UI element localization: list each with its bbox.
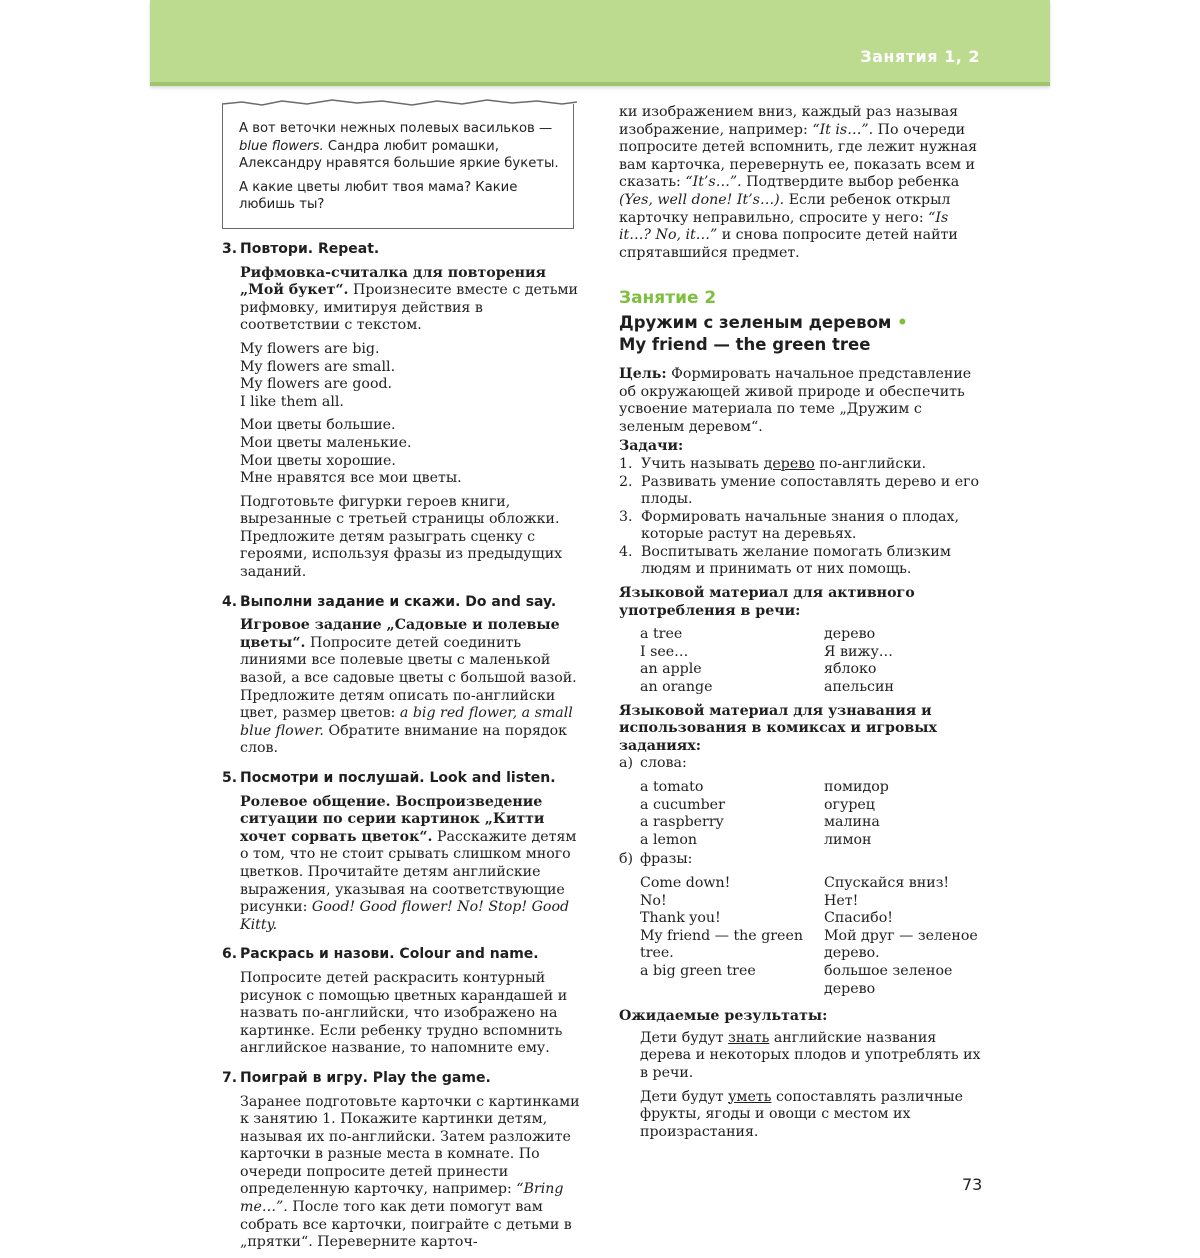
right-column	[619, 104, 981, 1147]
box-text-italic: blue flowers.	[239, 138, 324, 154]
vocab-en: a lemon	[640, 831, 698, 848]
verse-line: My flowers are good.	[240, 376, 393, 393]
continued-paragraph	[619, 104, 981, 262]
section-number: 3.	[222, 240, 238, 257]
section-3-lead	[240, 265, 580, 335]
verse-line: My flowers are small.	[240, 358, 396, 375]
phrase-ru: Спасибо!	[824, 910, 893, 927]
verse-line: Мои цветы маленькие.	[240, 434, 412, 451]
page-number: 73	[962, 1175, 983, 1194]
section-title-text: Повтори. Repeat.	[240, 240, 380, 257]
section-6-title	[222, 946, 580, 964]
verse-line: I like them all.	[240, 393, 344, 410]
body-text-italic: “It is…”.	[812, 121, 874, 138]
lesson-label: Занятие 2	[619, 288, 717, 309]
task-number: 1.	[619, 455, 633, 472]
section-6-paragraph: Попросите детей раскрасить контурный рисунок с помощью цветных карандашей и назвать по-английски, что изображено на картинке. Если ребенку трудно вспомнить английское название, то напомните ему.	[240, 969, 568, 1057]
section-number: 4.	[222, 593, 238, 610]
words-table	[640, 779, 981, 849]
task-number: 3.	[619, 508, 633, 525]
goal-label: Цель:	[619, 365, 667, 382]
phrases-table	[640, 875, 981, 998]
section-title-text: Поиграй в игру. Play the game.	[240, 1069, 491, 1086]
story-box	[222, 104, 574, 229]
body-text: Дети будут	[640, 1088, 729, 1105]
section-4-title	[222, 593, 580, 612]
phrase-en: No!	[640, 892, 667, 909]
task-text: по-английски.	[814, 455, 927, 472]
vocab-ru: огурец	[824, 796, 875, 813]
body-text-italic: “Bring me…”.	[240, 1181, 564, 1216]
box-text: А вот веточки нежных полевых васильков —	[239, 121, 553, 136]
vocab-en: a cucumber	[640, 796, 725, 813]
body-text-italic: “Is it…? No, it…”	[619, 209, 949, 244]
body-text: Расскажите детям о том, что не стоит срывать слишком много цветков. Прочитайте детям английские выражения, указывая на соответствующие рисунки:	[240, 828, 577, 916]
header-band	[150, 0, 1050, 86]
section-title-text: Посмотри и послушай. Look and listen.	[240, 770, 556, 786]
verse-line: My flowers are big.	[240, 340, 380, 357]
phrase-ru: Мой друг — зеленое дерево.	[824, 927, 978, 962]
results-label: Ожидаемые результаты:	[619, 1008, 828, 1025]
verse-line: Мне нравятся все мои цветы.	[240, 470, 462, 487]
lead-bold: Игровое задание „Садовые и полевые цветы“.	[240, 617, 560, 651]
sub-number: а)	[619, 755, 633, 772]
task-number: 4.	[619, 543, 633, 560]
body-text-underlined: знать	[728, 1029, 770, 1046]
torn-edge	[222, 96, 577, 108]
body-text: Подтвердите выбор ребенка	[741, 174, 960, 191]
lesson-title-en: My friend — the green tree	[619, 334, 871, 354]
phrase-ru: большое зеленое дерево	[824, 962, 953, 997]
sub-number: б)	[619, 851, 634, 868]
body-text: Заранее подготовьте карточки с картинками к занятию 1. Покажите картинки детям, называя их по-английски. Затем разложите карточки в разные места в комнате. По очереди попросите детей принести определенную карточку, например:	[240, 1093, 580, 1198]
vocab-en: a tomato	[640, 779, 704, 795]
box-paragraph-1	[239, 120, 559, 173]
body-text: Обратите внимание на порядок слов.	[240, 722, 568, 757]
section-3-body	[240, 265, 580, 582]
lead-bold: Рифмовка-считалка для повторения „Мой букет“.	[240, 264, 547, 299]
tasks-list	[619, 456, 981, 579]
section-3-paragraph: Подготовьте фигурки героев книги, вырезанные с третьей страницы обложки. Предложите детям разыграть сценку с героями, используя фразы из предыдущих заданий.	[240, 493, 563, 581]
body-text-italic: “It’s…”.	[685, 174, 742, 191]
task-item	[619, 456, 981, 474]
task-item	[619, 544, 981, 579]
body-text: После того как дети помогут вам собрать все карточки, поиграйте с детьми в „прятки“. Переверните карточ-	[240, 1199, 572, 1251]
section-5-body	[240, 794, 580, 935]
task-number: 2.	[619, 473, 633, 490]
section-7-body	[240, 1094, 580, 1252]
task-item	[619, 509, 981, 544]
section-number: 5.	[222, 770, 238, 786]
vocab-en: an apple	[640, 661, 702, 678]
results-paragraph-1	[640, 1030, 981, 1083]
section-4-body	[240, 617, 580, 758]
lead-text: Произнесите вместе с детьми рифмовку, имитируя действия в соответствии с текстом.	[240, 282, 578, 334]
verse-english	[240, 341, 580, 411]
verse-russian	[240, 417, 580, 487]
tasks-label: Задачи:	[619, 438, 684, 455]
phrase-en: Thank you!	[640, 910, 721, 927]
body-text: Попросите детей соединить линиями все полевые цветы с маленькой вазой, а все садовые цветы с большой вазой. Предложите детям описать по-английски цвет, размер цветов:	[240, 634, 577, 722]
vocab-ru: дерево	[824, 626, 876, 643]
left-column	[218, 100, 580, 1258]
passive-vocab-label: Языковой материал для узнавания и использования в комиксах и игровых заданиях:	[619, 702, 937, 754]
vocab-en: a raspberry	[640, 814, 724, 831]
verse-line: Мои цветы хорошие.	[240, 452, 396, 469]
task-text: Учить называть	[641, 455, 764, 472]
active-vocab-table	[640, 626, 981, 696]
body-text: По очереди попросите детей вспомнить, где лежит нужная вам карточка, перевернуть ее, показать всем и сказать:	[619, 121, 978, 191]
vocab-ru: помидор	[824, 779, 889, 795]
goal-paragraph	[619, 366, 981, 436]
task-text: Формировать начальные знания о плодах, которые растут на деревьях.	[641, 508, 959, 543]
body-text: Дети будут	[640, 1029, 729, 1046]
verse-line: Мои цветы большие.	[240, 417, 396, 434]
phrase-ru: Спускайся вниз!	[824, 874, 950, 891]
task-text: Развивать умение сопоставлять дерево и его плоды.	[641, 473, 980, 508]
goal-text: Формировать начальное представление об окружающей живой природе и обеспечить усвоение материала по теме „Дружим с зеленым деревом“.	[619, 365, 972, 435]
body-text-italic: a big red flower, a small blue flower.	[240, 705, 573, 739]
body-text: и снова попросите детей найти спрятавшийся предмет.	[619, 227, 958, 261]
sub-label: слова:	[640, 755, 687, 772]
section-5-title	[222, 770, 580, 788]
sub-label: фразы:	[640, 851, 693, 868]
section-number: 6.	[222, 946, 238, 963]
vocab-en: I see…	[640, 643, 689, 660]
words-heading	[619, 755, 981, 773]
section-7-title	[222, 1069, 580, 1088]
section-7-paragraph	[240, 1094, 580, 1252]
vocab-ru: яблоко	[824, 661, 877, 678]
phrases-heading	[619, 851, 981, 869]
active-vocab-label: Языковой материал для активного употребления в речи:	[619, 585, 915, 619]
lesson-title-ru: Дружим с зеленым деревом	[619, 312, 892, 332]
section-3-title	[222, 240, 580, 259]
section-title-text: Выполни задание и скажи. Do and say.	[240, 593, 557, 610]
task-text-underlined: дерево	[763, 455, 815, 472]
lesson-title	[619, 312, 981, 356]
section-5-paragraph	[240, 794, 580, 935]
phrase-en: a big green tree	[640, 962, 756, 979]
task-text: Воспитывать желание помогать близким людям и принимать от них помощь.	[641, 543, 951, 578]
section-4-paragraph	[240, 617, 580, 758]
lead-bold: Ролевое общение. Воспроизведение ситуации по серии картинок „Китти хочет сорвать цветок“.	[240, 793, 545, 845]
vocab-ru: малина	[824, 814, 880, 831]
header-title: Занятия 1, 2	[860, 47, 980, 66]
section-title-text: Раскрась и назови. Colour and name.	[240, 946, 539, 963]
body-text: английские названия дерева и некоторых плодов и употреблять их в речи.	[640, 1029, 981, 1081]
body-text: Если ребенок открыл карточку неправильно, спросите у него:	[619, 191, 951, 226]
task-item	[619, 474, 981, 509]
body-text-italic: Good! Good flower! No! Stop! Good Kitty.	[240, 899, 570, 933]
body-text: сопоставлять различные фрукты, ягоды и овощи с местом их произрастания.	[640, 1088, 963, 1140]
results-paragraph-2	[640, 1089, 981, 1142]
phrase-ru: Нет!	[824, 892, 859, 909]
phrase-en: Come down!	[640, 874, 731, 891]
box-paragraph-2: А какие цветы любит твоя мама? Какие любишь ты?	[239, 179, 518, 213]
section-6-body	[240, 970, 580, 1058]
vocab-ru: Я вижу…	[824, 643, 893, 660]
vocab-en: a tree	[640, 626, 683, 643]
body-text-italic: (Yes, well done! It’s…).	[619, 191, 785, 208]
vocab-ru: лимон	[824, 831, 872, 848]
section-number: 7.	[222, 1069, 238, 1086]
vocab-ru: апельсин	[824, 679, 894, 696]
bullet-dot-icon: •	[897, 312, 908, 332]
phrase-en: My friend — the green tree.	[640, 927, 803, 962]
box-text: Сандра любит ромашки, Александру нравятся большие яркие букеты.	[239, 138, 559, 172]
vocab-en: an orange	[640, 679, 713, 696]
body-text: ки изображением вниз, каждый раз называя изображение, например:	[619, 104, 959, 138]
body-text-underlined: уметь	[728, 1088, 772, 1105]
